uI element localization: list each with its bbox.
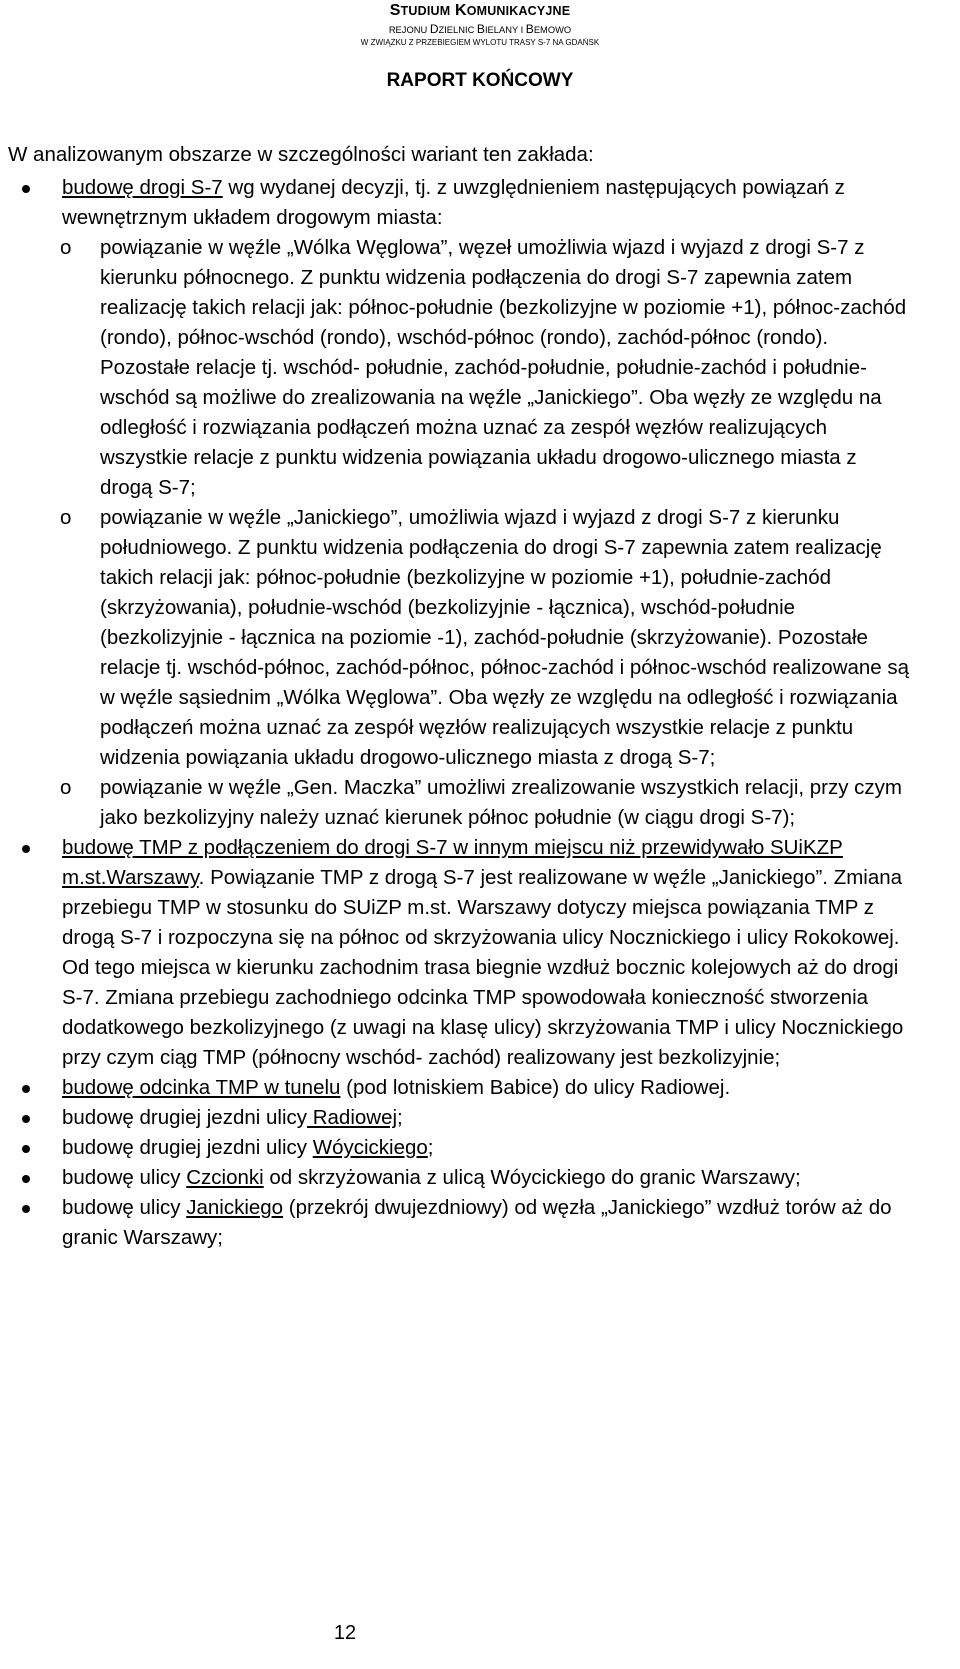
underlined-text: Wóycickiego — [312, 1136, 428, 1159]
item-text: powiązanie w węźle „Wólka Węglowa”, węzeł umożliwia wjazd i wyjazd z drogi S-7 z kierunku północnego. Z punktu widzenia podłączenia do drogi S-7 zapewnia zatem realizację takich relacji jak: północ-południe (bezkolizyjne w poziomie +1), północ-zachód (rondo), północ-wschód (rondo), wschód-północ (rondo), zachód-północ (rondo). Pozostałe relacje tj. wschód- południe, zachód-południe, południe-zachód i południe- wschód są możliwe do zrealizowania na węźle „Janickiego”. Oba węzły ze względu na odległość i rozwiązania podłączeń można uznać za zespół węzłów realizujących wszystkie relacje z punktu widzenia powiązania układu drogowo-ulicznego miasta z drogą S-7; — [100, 236, 907, 499]
header-title — [0, 2, 960, 20]
header-context: W ZWIĄZKU Z PRZEBIEGIEM WYLOTU TRASY S-7 NA GDAŃSK — [360, 38, 600, 47]
bullet-icon — [22, 1175, 30, 1183]
list-item — [8, 1163, 913, 1193]
sub-list-item — [60, 773, 913, 833]
underlined-text: Radiowej — [307, 1106, 398, 1129]
header-subtitle-part: B — [525, 22, 534, 36]
header-subtitle — [0, 22, 960, 36]
underlined-text: budowę TMP z podłączeniem do drogi S-7 w innym miejscu niż przewidywało SUiKZP m.st.Warszawy — [62, 836, 843, 889]
item-text: budowę ulicy — [62, 1196, 187, 1219]
bullet-icon — [22, 1145, 30, 1153]
page-number: 12 — [333, 1622, 357, 1644]
list-item — [8, 1103, 913, 1133]
list-item — [8, 1133, 913, 1163]
circle-bullet-icon: o — [60, 776, 72, 799]
header-subtitle-part: IELANY I — [484, 25, 526, 35]
item-text: ; — [397, 1106, 403, 1129]
item-text: budowę drugiej jezdni ulicy — [62, 1136, 313, 1159]
underlined-text: budowę drogi S-7 — [62, 176, 223, 199]
item-text: (przekrój dwujezdniowy) od węzła „Janickiego” wzdłuż torów aż do granic Warszawy; — [62, 1196, 892, 1249]
underlined-text: budowę odcinka TMP w tunelu — [62, 1076, 341, 1099]
header-title-cap1: S — [389, 2, 401, 19]
sub-list-item — [60, 503, 913, 773]
underlined-text: Janickiego — [186, 1196, 284, 1219]
item-text: od skrzyżowania z ulicą Wóycickiego do granic Warszawy; — [263, 1166, 801, 1189]
header-title-rest2: OMUNIKACYJNE — [466, 4, 571, 18]
list-item — [8, 1193, 913, 1253]
item-text: powiązanie w węźle „Janickiego”, umożliwia wjazd i wyjazd z drogi S-7 z kierunku południowego. Z punktu widzenia podłączenia do drogi S-7 zapewnia zatem realizację takich relacji jak: północ-południe (bezkolizyjne w poziomie +1), południe-zachód (skrzyżowania), południe-wschód (bezkolizyjnie - łącznica), wschód-południe (bezkolizyjnie - łącznica na poziomie -1), zachód-południe (skrzyżowanie). Pozostałe relacje tj. wschód-północ, zachód-północ, północ-zachód i północ-wschód realizowane są w węźle sąsiednim „Wólka Węglowa”. Oba węzły ze względu na odległość i rozwiązania podłączeń można uznać za zespół węzłów realizujących wszystkie relacje z punktu widzenia powiązania układu drogowo-ulicznego miasta z drogą S-7; — [100, 506, 910, 769]
bullet-icon — [22, 1115, 30, 1123]
item-text: . Powiązanie TMP z drogą S-7 jest realizowane w węźle „Janickiego”. Zmiana przebiegu TMP w stosunku do SUiZP m.st. Warszawy dotyczy miejsca powiązania TMP z drogą S-7 i rozpoczyna się na północ od skrzyżowania ulicy Nocznickiego i ulicy Rokokowej. Od tego miejsca w kierunku zachodnim trasa biegnie wzdłuż bocznic kolejowych aż do drogi S-7. Zmiana przebiegu zachodniego odcinka TMP spowodowała konieczność stworzenia dodatkowego bezkolizyjnego (z uwagi na klasę ulicy) skrzyżowania TMP i ulicy Nocznickiego przy czym ciąg TMP (północny wschód- zachód) realizowany jest bezkolizyjnie; — [62, 866, 904, 1069]
sub-list-item — [60, 233, 913, 503]
item-text: budowę drugiej jezdni ulicy — [62, 1106, 308, 1129]
bullet-icon — [22, 1085, 30, 1093]
document-body — [8, 140, 913, 1253]
circle-bullet-icon: o — [60, 506, 72, 529]
header-subtitle-part: REJONU — [388, 25, 430, 35]
intro-paragraph: W analizowanym obszarze w szczególności wariant ten zakłada: — [8, 143, 594, 166]
header-subtitle-part: EMOWO — [533, 25, 572, 35]
list-item — [8, 173, 913, 833]
item-text: powiązanie w węźle „Gen. Maczka” umożliwi zrealizowanie wszystkich relacji, przy czym jako bezkolizyjny należy uznać kierunek północ południe (w ciągu drogi S-7); — [100, 776, 903, 829]
sub-list — [60, 233, 913, 833]
item-text: wg wydanej decyzji, tj. z uwzględnieniem następujących powiązań z wewnętrznym układem drogowym miasta: — [62, 176, 845, 229]
item-text: ; — [427, 1136, 434, 1159]
bullet-list — [8, 173, 913, 1253]
bullet-icon — [22, 845, 30, 853]
underlined-text: Czcionki — [186, 1166, 264, 1189]
item-text: (pod lotniskiem Babice) do ulicy Radiowej. — [340, 1076, 731, 1099]
item-text: budowę ulicy — [62, 1166, 187, 1189]
header-subtitle-part: D — [429, 22, 439, 36]
list-item — [8, 1073, 913, 1103]
bullet-icon — [22, 1205, 30, 1213]
list-item — [8, 833, 913, 1073]
header-subtitle-part: B — [476, 22, 485, 36]
bullet-icon — [22, 185, 30, 193]
report-title: RAPORT KOŃCOWY — [386, 70, 574, 91]
circle-bullet-icon: o — [60, 236, 72, 259]
header-subtitle-part: ZIELNIC — [438, 25, 477, 35]
header-title-rest1: TUDIUM — [400, 4, 451, 18]
header-title-cap2: K — [454, 2, 467, 19]
